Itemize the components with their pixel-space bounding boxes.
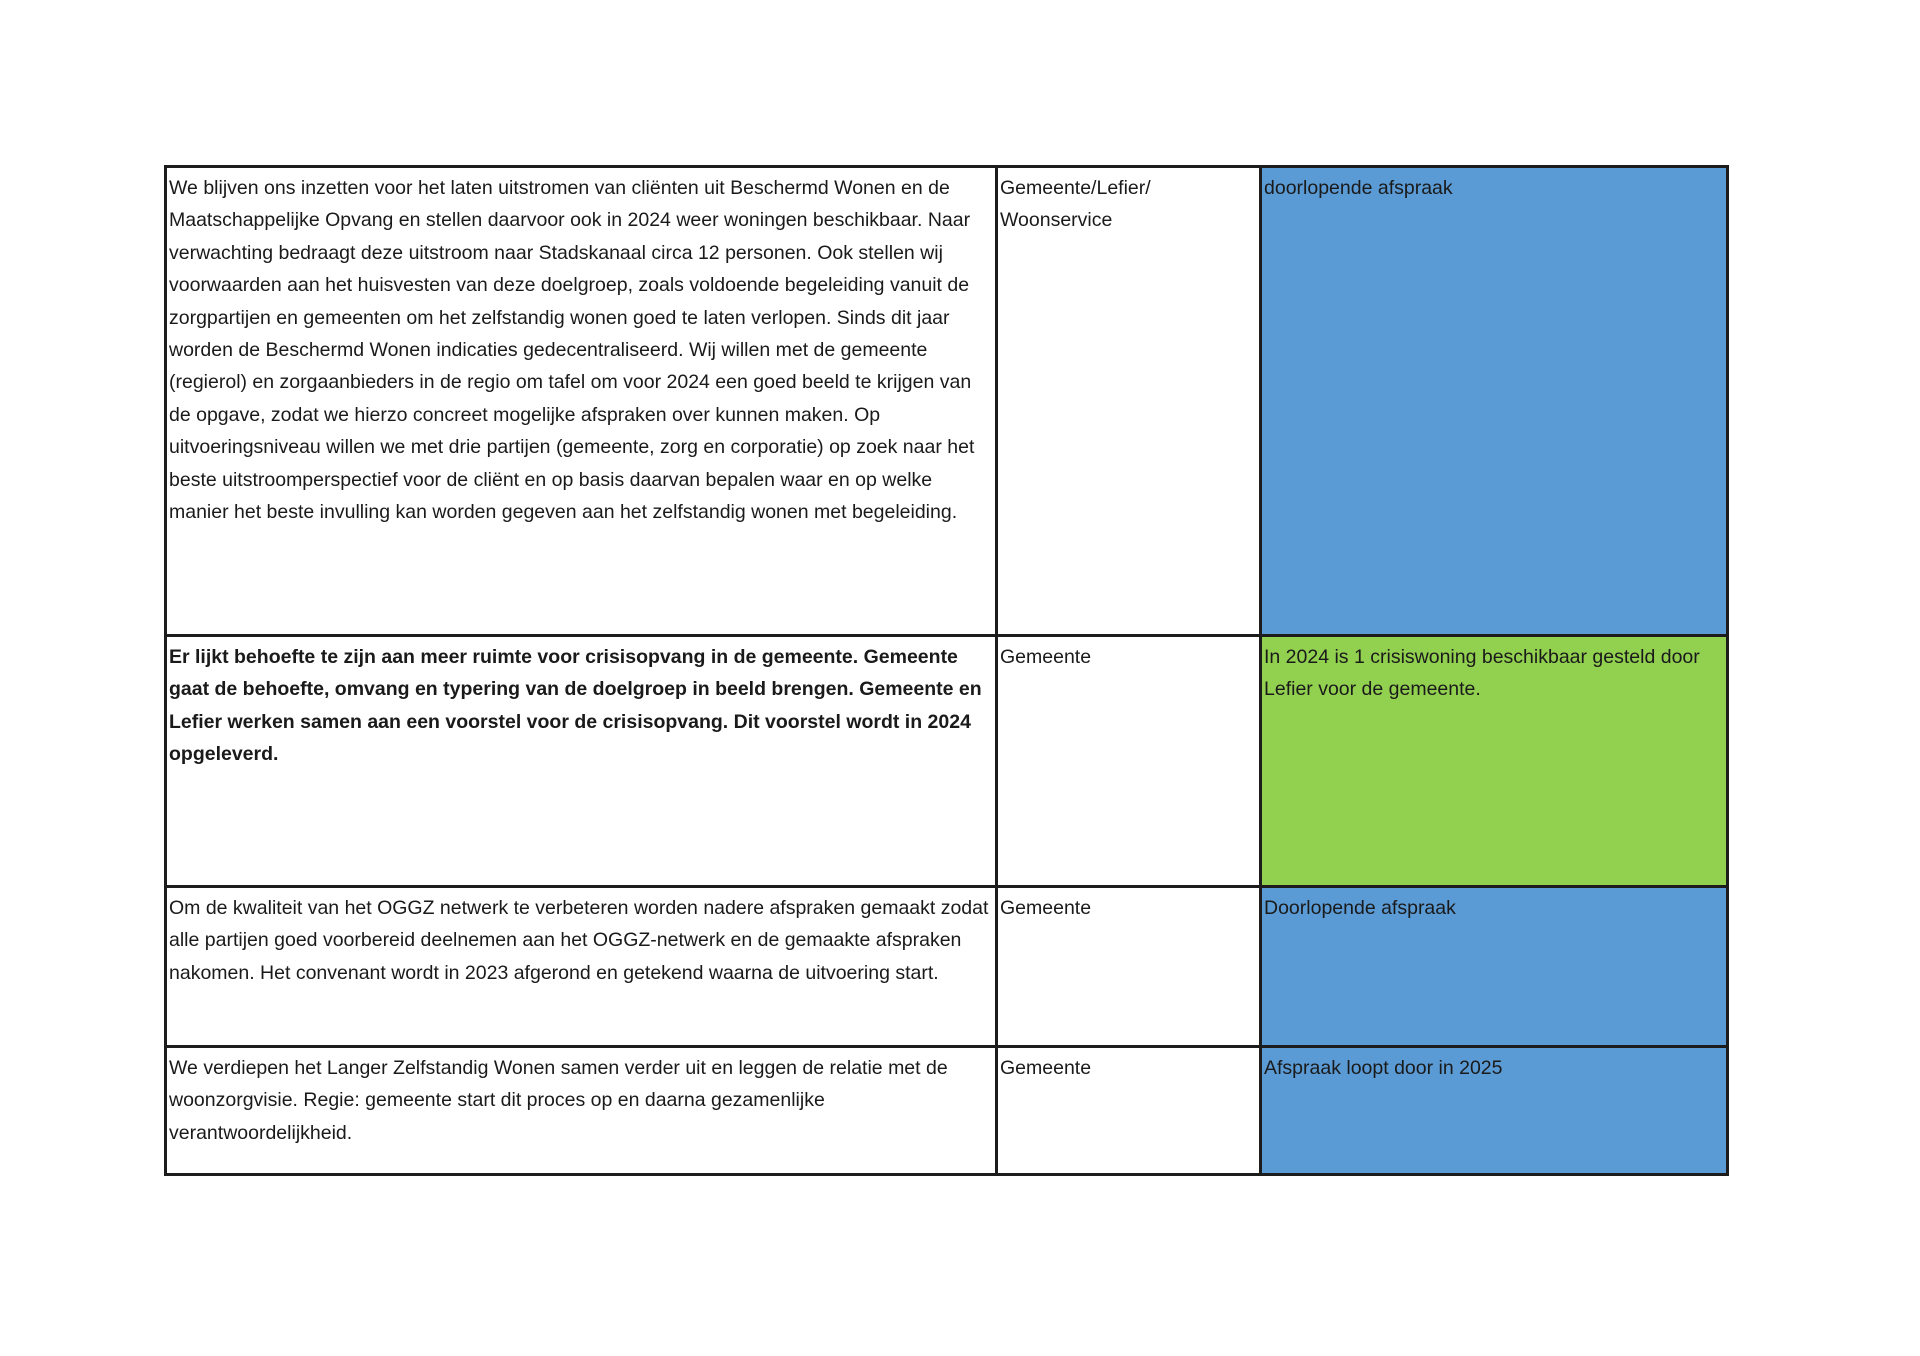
table-row <box>166 636 1728 887</box>
description-cell: Om de kwaliteit van het OGGZ netwerk te verbeteren worden nadere afspraken gemaakt zodat alle partijen goed voorbereid deelnemen aan het OGGZ-netwerk en de gemaakte afspraken nakomen. Het convenant wordt in 2023 afgerond en getekend waarna de uitvoering start. <box>166 887 997 1047</box>
status-cell: Doorlopende afspraak <box>1261 887 1728 1047</box>
status-cell: Afspraak loopt door in 2025 <box>1261 1047 1728 1175</box>
status-cell: doorlopende afspraak <box>1261 167 1728 636</box>
status-cell: In 2024 is 1 crisiswoning beschikbaar gesteld door Lefier voor de gemeente. <box>1261 636 1728 887</box>
table-row <box>166 1047 1728 1175</box>
description-cell: We blijven ons inzetten voor het laten uitstromen van cliënten uit Beschermd Wonen en de Maatschappelijke Opvang en stellen daarvoor ook in 2024 weer woningen beschikbaar. Naar verwachting bedraagt deze uitstroom naar Stadskanaal circa 12 personen. Ook stellen wij voorwaarden aan het huisvesten van deze doelgroep, zoals voldoende begeleiding vanuit de zorgpartijen en gemeenten om het zelfstandig wonen goed te laten verlopen. Sinds dit jaar worden de Beschermd Wonen indicaties gedecentraliseerd. Wij willen met de gemeente (regierol) en zorgaanbieders in de regio om tafel om voor 2024 een goed beeld te krijgen van de opgave, zodat we hierzo concreet mogelijke afspraken over kunnen maken. Op uitvoeringsniveau willen we met drie partijen (gemeente, zorg en corporatie) op zoek naar het beste uitstroomperspectief voor de cliënt en op basis daarvan bepalen waar en op welke manier het beste invulling kan worden gegeven aan het zelfstandig wonen met begeleiding. <box>166 167 997 636</box>
party-cell: Gemeente <box>997 1047 1261 1175</box>
description-cell: We verdiepen het Langer Zelfstandig Wonen samen verder uit en leggen de relatie met de woonzorgvisie. Regie: gemeente start dit proces op en daarna gezamenlijke verantwoordelijkheid. <box>166 1047 997 1175</box>
party-cell: Gemeente/Lefier/ Woonservice <box>997 167 1261 636</box>
table-row <box>166 887 1728 1047</box>
table-row <box>166 167 1728 636</box>
agreements-table <box>164 165 1729 1176</box>
party-cell: Gemeente <box>997 887 1261 1047</box>
party-cell: Gemeente <box>997 636 1261 887</box>
description-cell: Er lijkt behoefte te zijn aan meer ruimte voor crisisopvang in de gemeente. Gemeente gaat de behoefte, omvang en typering van de doelgroep in beeld brengen. Gemeente en Lefier werken samen aan een voorstel voor de crisisopvang. Dit voorstel wordt in 2024 opgeleverd. <box>166 636 997 887</box>
